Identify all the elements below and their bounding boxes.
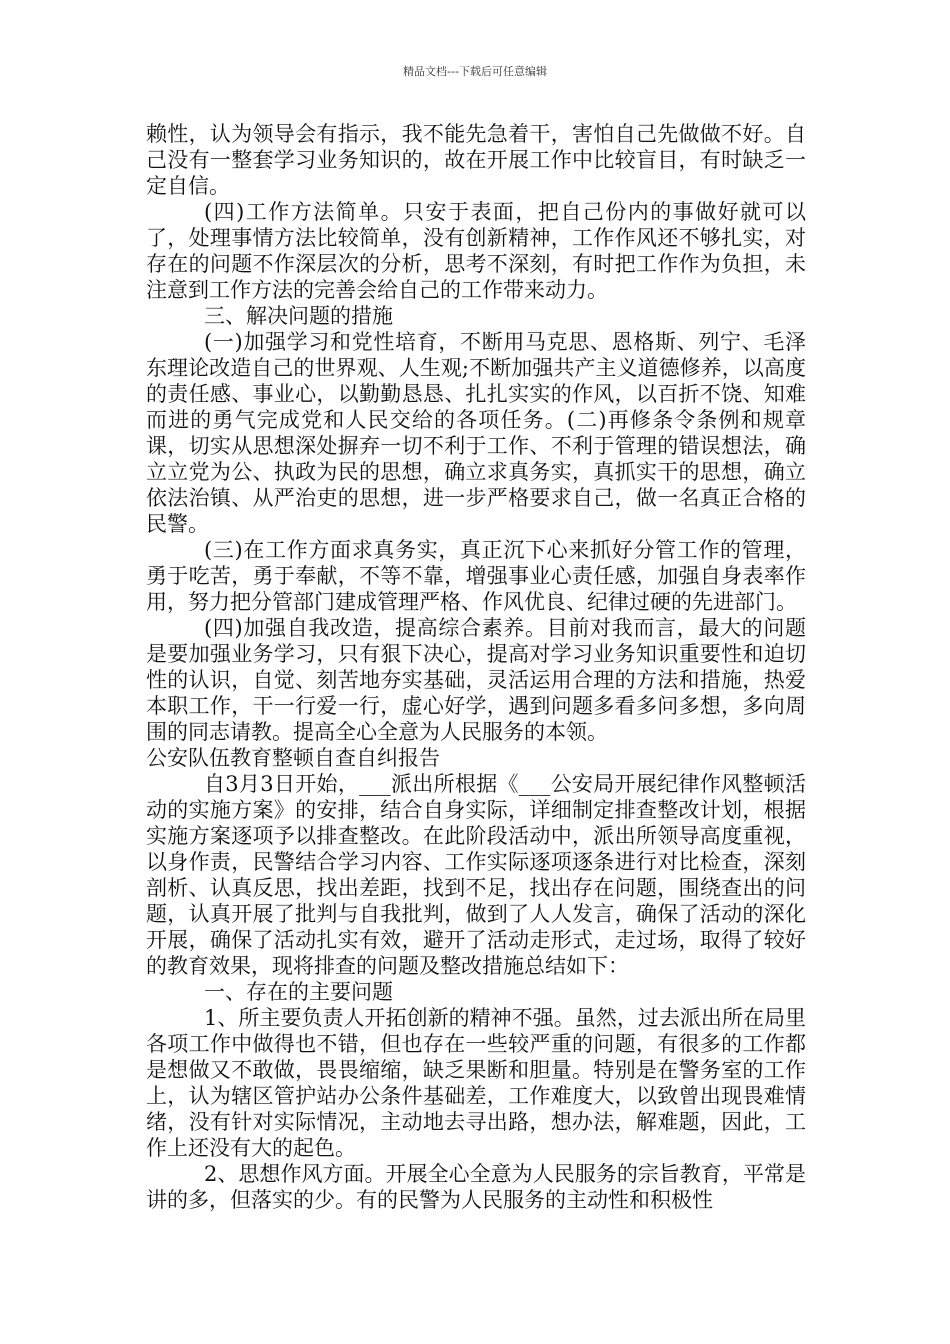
paragraph: (四)加强自我改造，提高综合素养。目前对我而言，最大的问题是要加强业务学习，只有狠下决心，提高对学习业务知识重要性和迫切性的认识，自觉、刻苦地夯实基础，灵活运用合理的方法和措施，热爱本职工作，干一行爱一行，虚心好学，遇到问题多看多问多想，多向周围的同志请教。提高全心全意为人民服务的本领。	[146, 616, 806, 744]
paragraph: (三)在工作方面求真务实，真正沉下心来抓好分管工作的管理，勇于吃苦，勇于奉献，不等不靠，增强事业心责任感，加强自身表率作用，努力把分管部门建成管理严格、作风优良、纪律过硬的先进部门。	[146, 538, 806, 614]
document-title: 公安队伍教育整顿自查自纠报告	[146, 746, 440, 770]
paragraph: 赖性，认为领导会有指示，我不能先急着干，害怕自己先做做不好。自己没有一整套学习业务知识的，故在开展工作中比较盲目，有时缺乏一定自信。	[146, 122, 806, 198]
paragraph: 1、所主要负责人开拓创新的精神不强。虽然，过去派出所在局里各项工作中做得也不错，但也存在一些较严重的问题，有很多的工作都是想做又不敢做，畏畏缩缩，缺乏果断和胆量。特别是在警务室的工作上，认为辖区管护站办公条件基础差，工作难度大，以致曾出现畏难情绪，没有针对实际情况，主动地去寻出路，想办法，解难题，因此，工作上还没有大的起色。	[146, 1006, 806, 1160]
section-heading: 三、解决问题的措施	[204, 304, 393, 328]
document-body	[146, 121, 806, 1213]
paragraph: (四)工作方法简单。只安于表面，把自己份内的事做好就可以了，处理事情方法比较简单，没有创新精神，工作作风还不够扎实，对存在的问题不作深层次的分析，思考不深刻，有时把工作作为负担，未注意到工作方法的完善会给自己的工作带来动力。	[146, 200, 806, 302]
paragraph: 自3月3日开始，___派出所根据《___公安局开展纪律作风整顿活动的实施方案》的安排，结合自身实际，详细制定排查整改计划，根据实施方案逐项予以排查整改。在此阶段活动中，派出所领导高度重视，以身作责，民警结合学习内容、工作实际逐项逐条进行对比检查，深刻剖析、认真反思，找出差距，找到不足，找出存在问题，围绕查出的问题，认真开展了批判与自我批判，做到了人人发言，确保了活动的深化开展，确保了活动扎实有效，避开了活动走形式，走过场，取得了较好的教育效果，现将排查的问题及整改措施总结如下：	[146, 772, 806, 978]
paragraph: 2、思想作风方面。开展全心全意为人民服务的宗旨教育，平常是讲的多，但落实的少。有的民警为人民服务的主动性和积极性	[146, 1162, 806, 1212]
section-heading: 一、存在的主要问题	[204, 980, 393, 1004]
paragraph: (一)加强学习和党性培育，不断用马克思、恩格斯、列宁、毛泽东理论改造自己的世界观、人生观;不断加强共产主义道德修养，以高度的责任感、事业心，以勤勤恳恳、扎扎实实的作风，以百折不饶、知难而进的勇气完成党和人民交给的各项任务。(二)再修条令条例和规章课，切实从思想深处摒弃一切不利于工作、不利于管理的错误想法，确立立党为公、执政为民的思想，确立求真务实，真抓实干的思想，确立依法治镇、从严治吏的思想，进一步严格要求自己，做一名真正合格的民警。	[146, 330, 806, 536]
page-header: 精品文档---下载后可任意编辑	[403, 65, 547, 78]
